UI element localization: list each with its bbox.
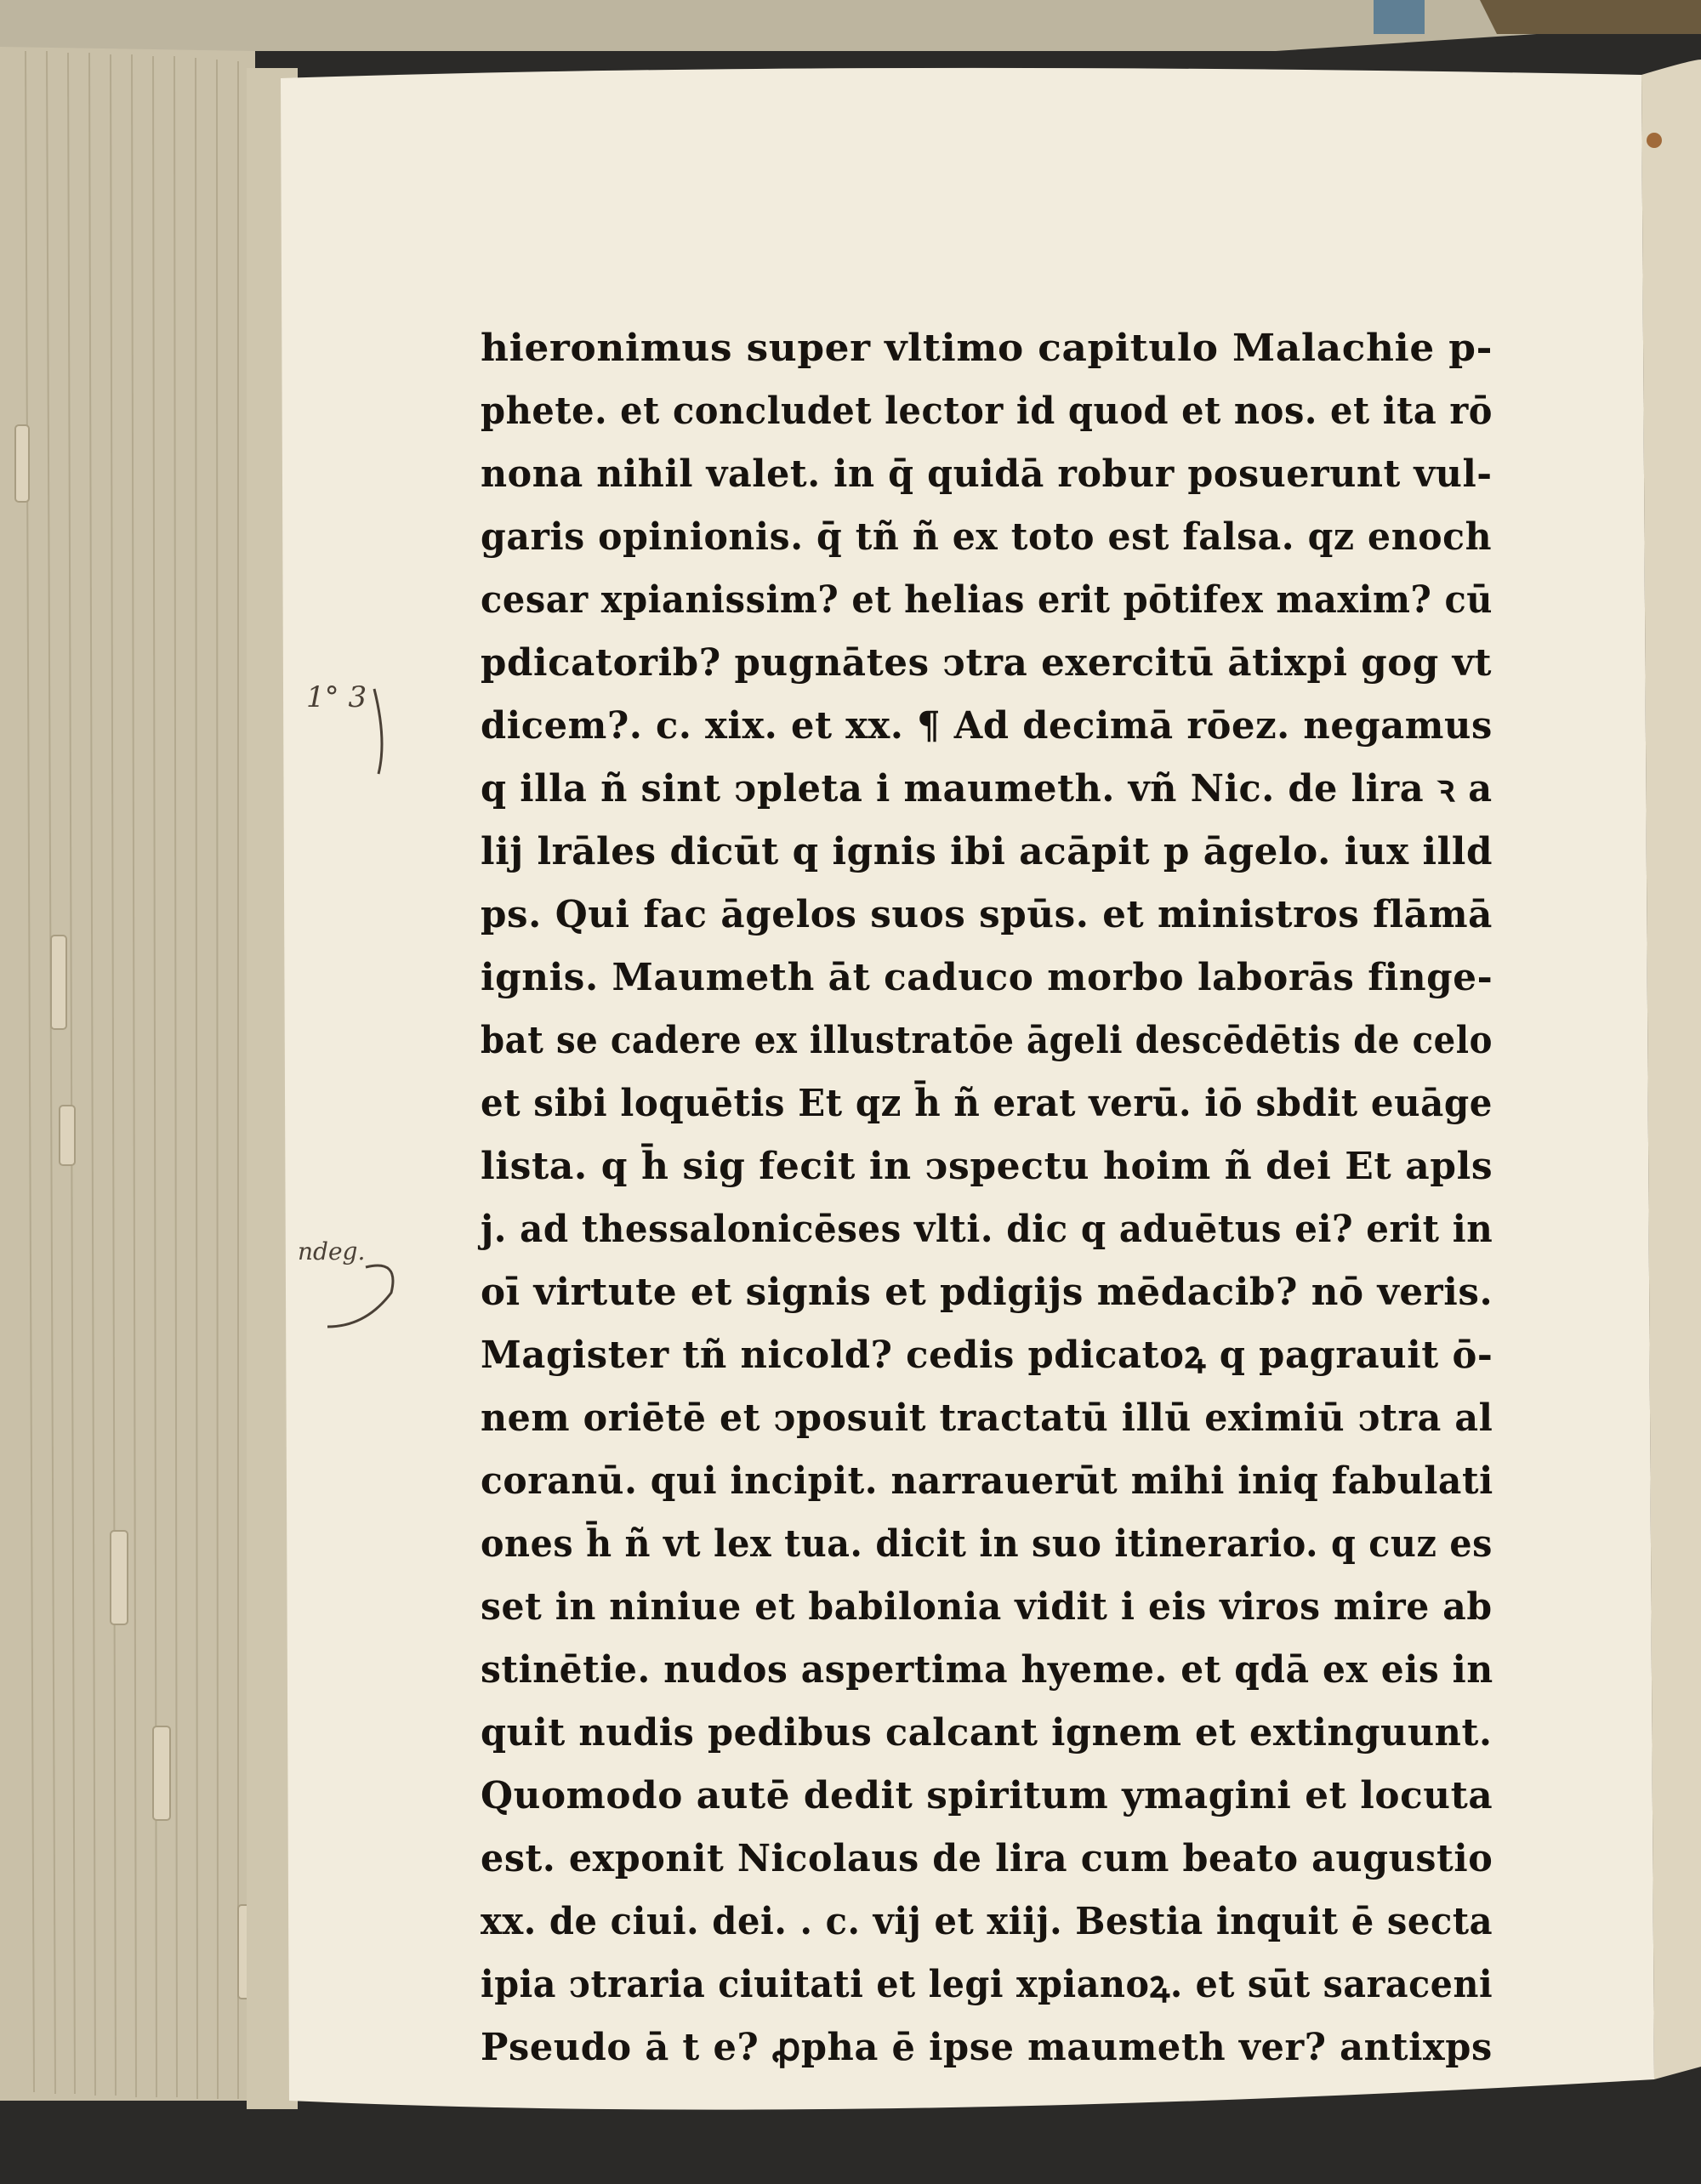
text-line: q illa ñ sint ↄpleta i maumeth. vñ Nic. de lira ꝛ a xyxy=(481,767,1493,810)
text-line: Magister tñ nicold? cedis pdicatoꝝ q pagrauit ō- xyxy=(481,1334,1493,1377)
text-line: lista. q h̄ sig fecit in ↄspectu hoim ñ dei Et apls xyxy=(481,1145,1493,1188)
text-line: dicem?. c. xix. et xx. ¶ Ad decimā rōez. negamus xyxy=(481,704,1493,748)
text-line: garis opinionis. q̄ tñ ñ ex toto est falsa. qz enoch xyxy=(481,515,1493,559)
headband xyxy=(1480,0,1701,34)
text-line: bat se cadere ex illustratōe āgeli descēdētis de celo xyxy=(481,1019,1493,1062)
text-line: est. exponit Nicolaus de lira cum beato augustio xyxy=(481,1837,1493,1880)
text-line: nem oriētē et ↄposuit tractatū illū eximiū ↄtra al xyxy=(481,1396,1493,1440)
text-line: et sibi loquētis Et qz h̄ ñ erat verū. iō sbdit euāge xyxy=(481,1082,1493,1125)
text-line: Pseudo ā t e? ꝓpha ē ipse maumeth ver? antixps xyxy=(481,2026,1493,2069)
wormhole-spot xyxy=(1647,133,1662,148)
text-line: ps. Qui fac āgelos suos spūs. et ministros flāmā xyxy=(481,893,1493,936)
marginal-note-1: 1° 3 xyxy=(306,680,367,714)
text-line: ones h̄ ñ vt lex tua. dicit in suo itinerario. q cuz es xyxy=(481,1522,1493,1566)
text-line: ignis. Maumeth āt caduco morbo laborās finge- xyxy=(481,956,1493,999)
text-line: nona nihil valet. in q̄ quidā robur posuerunt vul- xyxy=(481,452,1493,496)
text-line: Quomodo autē dedit spiritum ymagini et locuta xyxy=(481,1774,1493,1817)
text-line: quit nudis pedibus calcant ignem et extinguunt. xyxy=(481,1711,1493,1755)
text-line: oī virtute et signis et pdigijs mēdacib? nō veris. xyxy=(481,1271,1493,1314)
text-line: coranū. qui incipit. narrauerūt mihi iniq fabulati xyxy=(481,1459,1493,1503)
ribbon-marker xyxy=(1374,0,1425,34)
text-line: ipia ↄtraria ciuitati et legi xpianoꝝ. et sūt saraceni xyxy=(481,1963,1493,2006)
text-line: hieronimus super vltimo capitulo Malachie p- xyxy=(481,327,1493,370)
text-line: stinētie. nudos aspertima hyeme. et qdā ex eis in xyxy=(481,1648,1493,1692)
text-line: phete. et concludet lector id quod et nos. et ita rō xyxy=(481,390,1493,433)
marginal-note-2: ndeg. xyxy=(298,1237,366,1265)
text-line: j. ad thessalonicēses vlti. dic q aduētus ei? erit in xyxy=(481,1208,1493,1251)
text-line: set in niniue et babilonia vidit i eis viros mire ab xyxy=(481,1585,1493,1629)
text-line: pdicatorib? pugnātes ↄtra exercitū ātixpi gog vt xyxy=(481,641,1493,685)
text-line: lij lrāles dicūt q ignis ibi acāpit p āgelo. iux illd xyxy=(481,830,1493,873)
text-line: xx. de ciui. dei. . c. vij et xiij. Bestia inquit ē secta xyxy=(481,1900,1493,1943)
text-line: cesar xpianissim? et helias erit pōtifex maxim? cū xyxy=(481,578,1493,622)
